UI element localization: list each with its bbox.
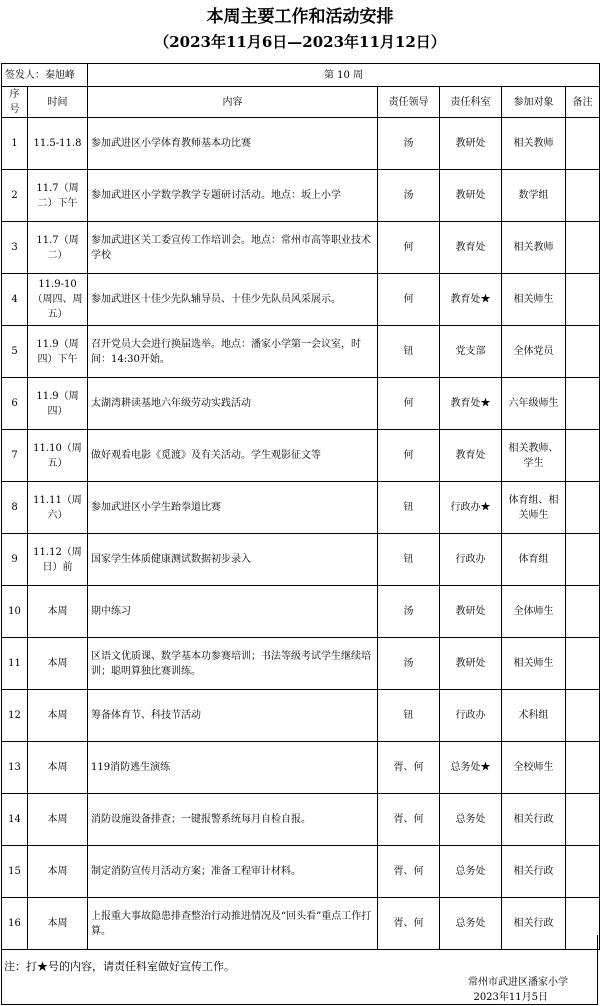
row-dept: 教研处 — [440, 586, 502, 638]
row-target: 相关行政 — [502, 794, 566, 846]
row-time: 本周 — [28, 586, 88, 638]
signer: 签发人：秦旭峰 — [2, 64, 88, 87]
row-no: 8 — [2, 482, 28, 534]
row-dept: 教研处 — [440, 118, 502, 170]
row-no: 14 — [2, 794, 28, 846]
row-note — [566, 170, 600, 222]
header-note: 备注 — [566, 87, 600, 118]
row-time: 11.9（周四） — [28, 378, 88, 430]
row-time: 11.11（周六） — [28, 482, 88, 534]
row-time: 11.7（周二） — [28, 222, 88, 274]
row-time: 本周 — [28, 898, 88, 950]
row-content: 召开党员大会进行换届选举。地点：潘家小学第一会议室，时间：14:30开始。 — [88, 326, 378, 378]
row-time: 本周 — [28, 846, 88, 898]
row-leader: 胥、何 — [378, 794, 440, 846]
row-content: 国家学生体质健康测试数据初步录入 — [88, 534, 378, 586]
row-content: 筹备体育节、科技节活动 — [88, 690, 378, 742]
row-dept: 教研处 — [440, 638, 502, 690]
row-time: 本周 — [28, 742, 88, 794]
document-title: 本周主要工作和活动安排 — [206, 7, 394, 27]
row-content: 上报重大事故隐患排查整治行动推进情况及“回头看”重点工作打算。 — [88, 898, 378, 950]
row-leader: 胥、何 — [378, 898, 440, 950]
row-no: 16 — [2, 898, 28, 950]
table-row — [2, 430, 600, 482]
table-row — [2, 794, 600, 846]
header-target: 参加对象 — [502, 87, 566, 118]
row-content: 区语文优质课、数学基本功参赛培训；书法等级考试学生继续培训；聪明算独比赛训练。 — [88, 638, 378, 690]
row-target: 六年级师生 — [502, 378, 566, 430]
row-note — [566, 586, 600, 638]
table-row — [2, 846, 600, 898]
row-time: 本周 — [28, 638, 88, 690]
row-no: 15 — [2, 846, 28, 898]
header-leader: 责任领导 — [378, 87, 440, 118]
row-no: 4 — [2, 274, 28, 326]
row-note — [566, 274, 600, 326]
table-row — [2, 170, 600, 222]
row-leader: 汤 — [378, 118, 440, 170]
row-dept: 总务处 — [440, 898, 502, 950]
row-no: 6 — [2, 378, 28, 430]
row-dept: 教育处 — [440, 430, 502, 482]
row-dept: 行政办 — [440, 534, 502, 586]
row-dept: 党支部 — [440, 326, 502, 378]
table-row — [2, 742, 600, 794]
row-leader: 胥、何 — [378, 742, 440, 794]
row-content: 期中练习 — [88, 586, 378, 638]
row-dept: 教育处★ — [440, 274, 502, 326]
row-leader: 汤 — [378, 170, 440, 222]
row-time: 11.9-10（周四、周五） — [28, 274, 88, 326]
row-content: 太湖湾耕读基地六年级劳动实践活动 — [88, 378, 378, 430]
row-time: 11.7（周二）下午 — [28, 170, 88, 222]
row-note — [566, 118, 600, 170]
row-content: 参加武进区关工委宣传工作培训会。地点：常州市高等职业技术学校 — [88, 222, 378, 274]
document-subtitle: （2023年11月6日—2023年11月12日） — [154, 33, 446, 51]
row-content: 参加武进区十佳少先队辅导员、十佳少先队员风采展示。 — [88, 274, 378, 326]
row-note — [566, 638, 600, 690]
row-note — [566, 794, 600, 846]
row-time: 本周 — [28, 690, 88, 742]
header-no: 序号 — [2, 87, 28, 118]
row-target: 数学组 — [502, 170, 566, 222]
row-leader: 何 — [378, 222, 440, 274]
row-dept: 行政办★ — [440, 482, 502, 534]
week-number: 第 10 周 — [88, 64, 600, 87]
row-target: 全体党员 — [502, 326, 566, 378]
row-content: 参加武进区小学体育教师基本功比赛 — [88, 118, 378, 170]
row-no: 3 — [2, 222, 28, 274]
row-time: 11.12（周日）前 — [28, 534, 88, 586]
row-target: 体育组 — [502, 534, 566, 586]
meta-row — [2, 64, 600, 87]
header-time: 时间 — [28, 87, 88, 118]
issue-date: 2023年11月5日 — [473, 992, 548, 1003]
row-target: 相关行政 — [502, 846, 566, 898]
row-time: 11.5-11.8 — [28, 118, 88, 170]
table-row — [2, 118, 600, 170]
schedule-table — [1, 63, 600, 950]
row-target: 相关教师 — [502, 118, 566, 170]
row-leader: 钮 — [378, 326, 440, 378]
row-target: 相关师生 — [502, 274, 566, 326]
row-note — [566, 846, 600, 898]
row-target: 全校师生 — [502, 742, 566, 794]
row-time: 11.10（周五） — [28, 430, 88, 482]
row-no: 1 — [2, 118, 28, 170]
row-content: 119消防逃生演练 — [88, 742, 378, 794]
row-no: 7 — [2, 430, 28, 482]
table-row — [2, 638, 600, 690]
footer-note: 注：打★号的内容，请责任科室做好宣传工作。 — [4, 960, 235, 973]
table-row — [2, 222, 600, 274]
row-no: 13 — [2, 742, 28, 794]
row-content: 制定消防宣传月活动方案；准备工程审计材料。 — [88, 846, 378, 898]
row-no: 11 — [2, 638, 28, 690]
row-target: 相关行政 — [502, 898, 566, 950]
row-no: 10 — [2, 586, 28, 638]
row-note — [566, 378, 600, 430]
table-row — [2, 690, 600, 742]
row-leader: 钮 — [378, 534, 440, 586]
table-row — [2, 482, 600, 534]
row-note — [566, 430, 600, 482]
header-content: 内容 — [88, 87, 378, 118]
row-target: 相关教师、学生 — [502, 430, 566, 482]
table-row — [2, 586, 600, 638]
row-leader: 何 — [378, 430, 440, 482]
row-leader: 汤 — [378, 638, 440, 690]
row-dept: 教育处★ — [440, 378, 502, 430]
row-time: 11.9（周四）下午 — [28, 326, 88, 378]
row-no: 2 — [2, 170, 28, 222]
row-time: 本周 — [28, 794, 88, 846]
row-target: 术科组 — [502, 690, 566, 742]
row-note — [566, 482, 600, 534]
row-leader: 胥、何 — [378, 846, 440, 898]
row-target: 相关教师 — [502, 222, 566, 274]
row-content: 消防设施设备排查；一键报警系统每月自检自报。 — [88, 794, 378, 846]
row-content: 参加武进区小学生跆拳道比赛 — [88, 482, 378, 534]
table-row — [2, 534, 600, 586]
table-row — [2, 378, 600, 430]
table-row — [2, 274, 600, 326]
header-dept: 责任科室 — [440, 87, 502, 118]
row-note — [566, 326, 600, 378]
table-row — [2, 326, 600, 378]
row-leader: 何 — [378, 274, 440, 326]
row-dept: 教育处 — [440, 222, 502, 274]
row-dept: 总务处 — [440, 846, 502, 898]
row-note — [566, 222, 600, 274]
row-leader: 钮 — [378, 482, 440, 534]
row-target: 相关师生 — [502, 638, 566, 690]
row-target: 体育组、相关师生 — [502, 482, 566, 534]
school-name: 常州市武进区潘家小学 — [468, 977, 568, 988]
row-content: 做好观看电影《觅渡》及有关活动。学生观影征文等 — [88, 430, 378, 482]
schedule-body — [2, 118, 600, 950]
row-leader: 钮 — [378, 690, 440, 742]
row-content: 参加武进区小学数学教学专题研讨活动。地点：坂上小学 — [88, 170, 378, 222]
row-no: 9 — [2, 534, 28, 586]
row-no: 5 — [2, 326, 28, 378]
header-row — [2, 87, 600, 118]
row-dept: 总务处 — [440, 794, 502, 846]
row-no: 12 — [2, 690, 28, 742]
row-note — [566, 690, 600, 742]
row-dept: 总务处★ — [440, 742, 502, 794]
row-target: 全体师生 — [502, 586, 566, 638]
row-dept: 教研处 — [440, 170, 502, 222]
row-note — [566, 534, 600, 586]
row-leader: 何 — [378, 378, 440, 430]
row-leader: 汤 — [378, 586, 440, 638]
row-note — [566, 742, 600, 794]
row-dept: 行政办 — [440, 690, 502, 742]
